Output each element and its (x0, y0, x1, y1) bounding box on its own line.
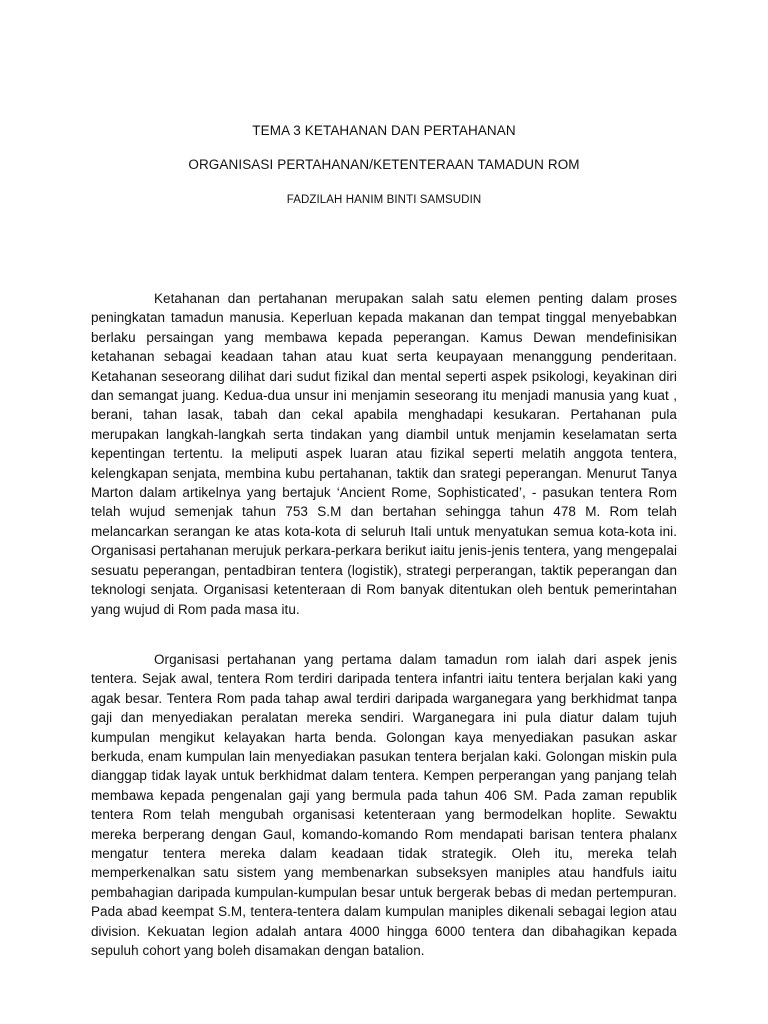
document-subtitle: ORGANISASI PERTAHANAN/KETENTERAAN TAMADUN ROM (188, 157, 580, 172)
paragraph-1: Ketahanan dan pertahanan merupakan salah satu elemen penting dalam proses peningkatan tamadun manusia. Keperluan kepada makanan dan tempat tinggal menyebabkan berlaku persaingan yang membawa kepada peperangan. Kamus Dewan mendefinisikan ketahanan sebagai keadaan tahan atau kuat serta keupayaan menanggung penderitaan. Ketahanan seseorang dilihat dari sudut fizikal dan mental seperti aspek psikologi, keyakinan diri dan semangat juang. Kedua-dua unsur ini menjamin seseorang itu menjadi manusia yang kuat , berani, tahan lasak, tabah dan cekal apabila menghadapi kesukaran. Pertahanan pula merupakan langkah-langkah serta tindakan yang diambil untuk menjamin keselamatan serta kepentingan tertentu. Ia meliputi aspek luaran atau fizikal seperti melatih anggota tentera, kelengkapan senjata, membina kubu pertahanan, taktik dan srategi peperangan. Menurut Tanya Marton dalam artikelnya yang bertajuk ‘Ancient Rome, Sophisticated’, - pasukan tentera Rom telah wujud semenjak tahun 753 S.M dan bertahan sehingga tahun 478 M. Rom telah melancarkan serangan ke atas kota-kota di seluruh Itali untuk menyatukan semua kota-kota ini. Organisasi pertahanan merujuk perkara-perkara berikut iaitu jenis-jenis tentera, yang mengepalai sesuatu peperangan, pentadbiran tentera (logistik), strategi perperangan, taktik peperangan dan teknologi senjata. Organisasi ketenteraan di Rom banyak ditentukan oleh bentuk pemerintahan yang wujud di Rom pada masa itu. (91, 291, 677, 617)
paragraph-2: Organisasi pertahanan yang pertama dalam tamadun rom ialah dari aspek jenis tentera. Sejak awal, tentera Rom terdiri daripada tentera infantri iaitu tentera berjalan kaki yang agak besar. Tentera Rom pada tahap awal terdiri daripada warganegara yang berkhidmat tanpa gaji dan menyediakan peralatan mereka sendiri. Warganegara ini pula diatur dalam tujuh kumpulan mengikut kelayakan harta benda. Golongan kaya menyediakan pasukan askar berkuda, enam kumpulan lain menyediakan pasukan tentera berjalan kaki. Golongan miskin pula dianggap tidak layak untuk berkhidmat dalam tentera. Kempen perperangan yang panjang telah membawa kepada pengenalan gaji yang bermula pada tahun 406 SM. Pada zaman republik tentera Rom telah mengubah organisasi ketenteraan yang bermodelkan hoplite. Sewaktu mereka berperang dengan Gaul, komando-komando Rom mendapati barisan tentera phalanx mengatur tentera mereka dalam keadaan tidak strategik. Oleh itu, mereka telah memperkenalkan satu sistem yang membenarkan subseksyen maniples atau handfuls iaitu pembahagian daripada kumpulan-kumpulan besar untuk bergerak bebas di medan pertempuran. Pada abad keempat S.M, tentera-tentera dalam kumpulan maniples dikenali sebagai legion atau division. Kekuatan legion adalah antara 4000 hingga 6000 tentera dan dibahagikan kepada sepuluh cohort yang boleh disamakan dengan batalion. (91, 652, 677, 959)
document-author: FADZILAH HANIM BINTI SAMSUDIN (286, 194, 482, 206)
document-title: TEMA 3 KETAHANAN DAN PERTAHANAN (252, 123, 516, 138)
